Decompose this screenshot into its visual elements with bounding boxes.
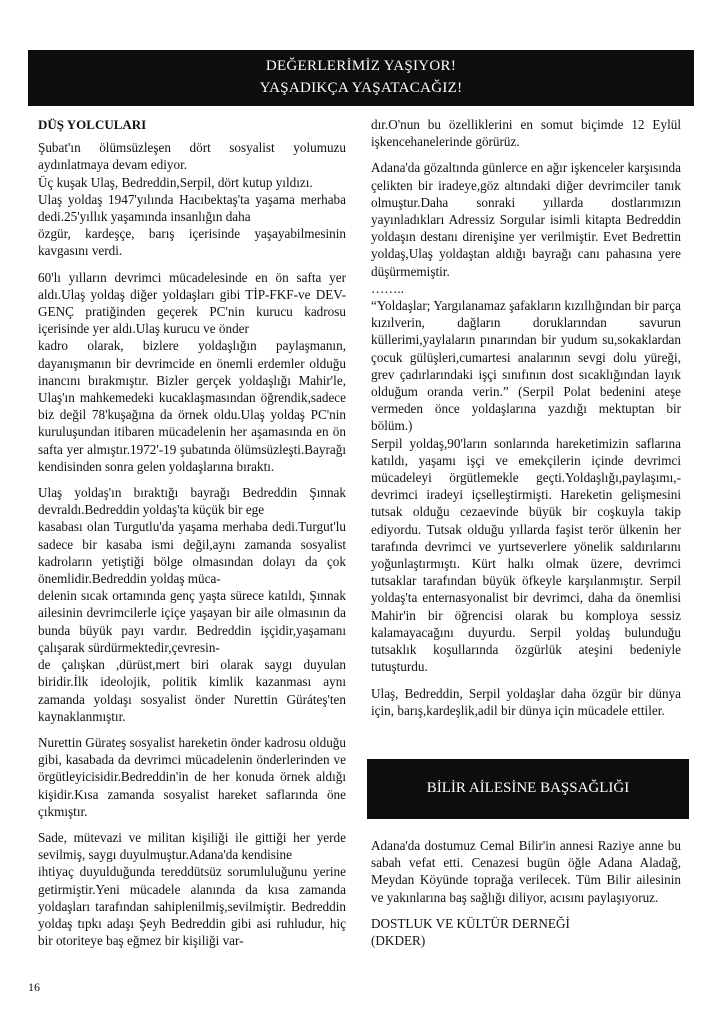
article-title: DÜŞ YOLCULARI [38, 117, 147, 132]
right-column [371, 116, 681, 958]
page-number: 16 [28, 980, 40, 994]
condolence-notice-box [367, 759, 689, 819]
paragraph: Nurettin Gürateş sosyalist hareketin önder kadrosu olduğu gibi, kasabada da devrimci mücadelenin önderlerinden ve örgütleyicisidir.Bedreddin'in de her konuda örnek aldığı kişidir.Kısa zamanda sosyalist hareket saflarında öne çıkmıştır. [38, 734, 346, 819]
paragraph: Ulaş, Bedreddin, Serpil yoldaşlar daha özgür bir dünya için, barış,kardeşlik,adil bir dünya için mücadele ettiler. [371, 685, 681, 718]
paragraph: Şubat'ın ölümsüzleşen dört sosyalist yolumuzu aydınlatmaya devam ediyor. Üç kuşak Ulaş, Bedreddin,Serpil, dört kutup yıldızı. Ulaş yoldaş 1947'yılında Hacıbektaş'ta yaşama merhaba dedi.25'yıllık yaşamında insanlığın daha özgür, kardeşçe, barış içerisinde yaşayabilmesinin kavgasını verdi. [38, 140, 346, 259]
left-column [38, 116, 346, 958]
signature: DOSTLUK VE KÜLTÜR DERNEĞİ (DKDER) [371, 915, 570, 948]
banner-line-1: DEĞERLERİMİZ YAŞIYOR! [265, 58, 457, 74]
paragraph: Adana'da gözaltında günlerce en ağır işkenceler karşısında çelikten bir iradeye,göz altındaki diğer devrimciler tanık olmuştur.Daha sonraki yıllarda dostlarımızın yayınladıkları Adressiz Sorgular isimli kitapta Bedreddin yoldaşın destanı direnişine yer verilmiştir. Evet Bedrettin yoldaş,Ulaş yoldaştan aldığı bayrağı canı pahasına yere düşürmemiştir. …….. “Yoldaşlar; Yargılanamaz şafakların kızıllığından bir parça kızılverin, dağların doruklarından savurun küllerimi,yaylaların pınarından bir yudum su,sokaklardan çocuk gülüşleri,cumartesi analarının sevgi dolu yüreği, grev çadırlarındaki işçi sınıfının dost sıcaklığından layık olduğum oranda verin.” (Serpil Polat bedenini ateşe vermeden önce yoldaşlarına yazdığı mektuptan bir bölüm.) Serpil yoldaş,90'ların sonlarında hareketimizin saflarına katıldı, yaşamı işçi ve emekçilerin içinde devrimci mücadeleyi örgütlemekle geçti.Yoldaşlığı,paylaşımı,-devrimci iradeyi içselleştirmişti. Hareketin gelişmesini tutsak olduğu cezaevinde büyük bir coşkuyla takip ediyordu. Tutsak olduğu yıllarda faşist terör ülkenin her tarafında devrimci ve yurtseverlere yönelik saldırılarını yoğunlaştırmıştı. Kürt halkı olmak üzere, devrimci tutsaklar tarafından büyük öfkeyle karşılanmıştır. Serpil yoldaş'ta enternasyonalist bir devrimci, daha da önemlisi Mahir'in bir öğrencisi olarak bu komploya sessiz kalamayacağını duyurdu. Serpil yoldaş bulunduğu tutsaklık koşullarında özgürlük ateşini bedeniyle tutuşturdu. [371, 160, 681, 675]
header-banner [28, 50, 694, 106]
paragraph: 60'lı yılların devrimci mücadelesinde en ön safta yer aldı.Ulaş yoldaş diğer yoldaşları gibi TİP-FKF-ve DEV-GENÇ pratiğinden geçerek PC'nin kurucu kadrosu içerisinde yer aldı.Ulaş kurucu ve önder kadro olarak, bizlere yoldaşlığın paylaşmanın, dayanışmanın bir devrimcide en önemli erdemler olduğu inancını bırakmıştır. Bizler gerçek yoldaşlığı Mahir'le, Ulaş'ın mahkemedeki kucaklaşmasından öğrendik,sadece biz değil 78'kuşağına da örnek oldu.Ulaş yoldaş PC'nin kuruluşundan itibaren mücadelenin her aşamasında en ön safta yer almıştır.1972'-19 şubatında ölümsüzleşti.Bayrağı kendisinden sonra gelen yoldaşlarına bıraktı. [38, 269, 346, 474]
banner-line-2: YAŞADIKÇA YAŞATACAĞIZ! [259, 80, 463, 96]
paragraph: dır.O'nun bu özelliklerini en somut biçimde 12 Eylül işkencehanelerinde görürüz. [371, 117, 681, 150]
paragraph: Ulaş yoldaş'ın bıraktığı bayrağı Bedreddin Şınnak devraldı.Bedreddin yoldaş'ta küçük bir ege kasabası olan Turgutlu'da yaşama merhaba dedi.Turgut'lu sadece bir kasaba ismi değil,aynı zamanda sosyalist kadroların yetiştiği bölge olmasından dolayı da çok önemlidir.Bedreddin yoldaş müca- delenin sıcak ortamında genç yaşta sürece katıldı, Şınnak ailesinin devrimcilerle içiçe yaşayan bir aile olmasının da bunda büyük payı vardır. Bedreddin işçidir,yaşamanı çalışarak sürdürmektedir,çevresin- de çalışkan ,dürüst,mert biri olarak saygı duyulan biridir.İlk ideolojik, politik kimlik kazanması aynı zamanda yoldaşı sosyalist önder Nurettin Güráteş'ten kaynaklanmıştır. [38, 485, 346, 724]
notice-text: Adana'da dostumuz Cemal Bilir'in annesi Raziye anne bu sabah vefat etti. Cenazesi bugün öğle Adana Aladağ, Meydan Köyünde toprağa verilecek. Tüm Bilir ailesinin ve yakınlarına baş sağlığı diliyor, acısını paylaşıyoruz. [371, 837, 681, 905]
notice-title: BİLİR AİLESİNE BAŞSAĞLIĞI [426, 780, 630, 797]
paragraph: Sade, mütevazi ve militan kişiliği ile gittiği her yerde sevilmiş, saygı duyulmuştur.Adana'da kendisine ihtiyaç duyulduğunda tereddütsüz sorumluluğunu yerine getirmiştir.Yeni mücadele alanında da kısa zamanda yoldaşları tarafından sahiplenilmiş,sevilmiştir. Bedreddin yoldaş tıpkı adaşı Şeyh Bedreddin gibi asi ruhludur, hiç bir otoriteye baş eğmez bir kişiliği var- [38, 829, 346, 949]
